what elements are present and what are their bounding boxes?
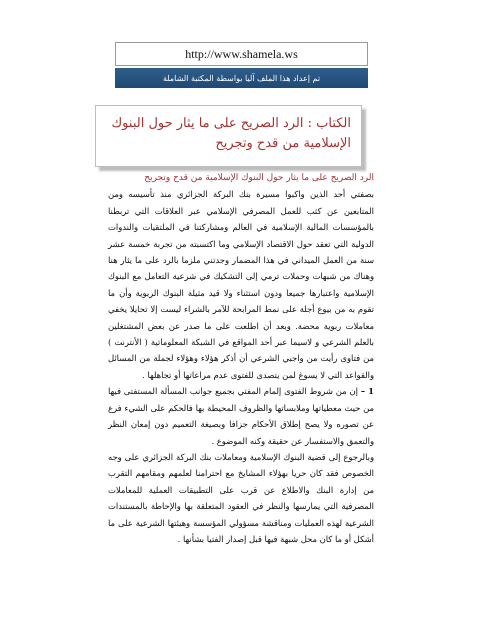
- paragraph-2: وبالرجوع إلى قضية البنوك الإسلامية ومعاملات بنك البركة الجزائري على وجه الخصوص فقد كان حريا بهؤلاء المشايخ مع احترامنا لعلمهم ومقامهم التقرب من إدارة البنك والاطلاع عن قرب على التطبيقات العملية للمعاملات المصرفية التي يمارسها والنظر في العقود المتعلقة بها والإحاطة بالمستندات الشرعية لهذه العمليات ومناقشة مسؤولي المؤسسة وهيئتها الشرعية على ما أشكل أو ما كان محل شبهة فيها قبل إصدار الفتيا بشأنها .: [108, 451, 374, 544]
- paragraph-1: بصفتي أحد الذين واكبوا مسيرة بنك البركة الجزائري منذ تأسيسه ومن المتابعين عن كثب للعمل المصرفي الإسلامي عبر العلاقات التي تربطنا بالمؤسسات المالية الإسلامية في العالم ومشاركتنا في الملتقيات والندوات الدولية التي تعقد حول الاقتصاد الإسلامي وما اكتسبته من تجربة خمسة عشر سنة من العمل الميداني في هذا المضمار وجدتني ملزما بالرد على ما يثار هنا وهناك من شبهات وحملات ترمي إلى التشكيك في شرعية التعامل مع البنوك الإسلامية واعتبارها جميعا ودون استثناء ولا قيد مثيلة البنوك الربوية وأن ما تقوم به من بيوع أجلة على نمط المرابحة للآمر بالشراء ليست إلا تحايلا يخفي معاملات ربوية محضة. وبعد أن اطلعت على ما صدر عن بعض المشتغلين بالعلم الشرعي و لاسيما عبر أحد المواقع في الشبكة المعلوماتية ( الأنترنت ) من فتاوى رأيت من واجبي الشرعي أن أذكر هؤلاء وهؤلاء لجملة من المسائل والقواعد التي لا يسوغ لمن يتصدى للفتوى عدم مراعاتها أو تجاهلها .: [108, 189, 374, 380]
- document-body: [108, 170, 374, 547]
- generated-banner: [115, 68, 368, 88]
- item-text: إن من شروط الفتوى إلمام المفتي بجميع جوانب المسألة المستفتى فيها من حيث معطياتها وملابساتها والظروف المحيطة بها فالحكم على الشيء فرع عن تصوره ولا يصح إطلاق الأحكام جزافا وبصيغة التعميم دون إمعان النظر والتعمق والاستفسار عن حقيقة وكنه الموضوع .: [108, 386, 374, 446]
- book-title-box: [95, 105, 362, 167]
- site-url[interactable]: http://www.shamela.ws: [185, 46, 298, 61]
- banner-text: تم إعداد هذا الملف آليا بواسطة المكتبة الشاملة: [162, 73, 321, 83]
- item-number: 1 –: [360, 386, 374, 397]
- site-url-box[interactable]: [115, 42, 368, 66]
- book-title: الكتاب : الرد الصريح على ما يثار حول البنوك الإسلامية من قدح وتجريح: [111, 116, 351, 151]
- page-header: [115, 42, 368, 88]
- numbered-item-1: [108, 383, 374, 449]
- section-subtitle: الرد الصريح على ما يثار حول البنوك الإسلامية من قدح وتجريح: [144, 173, 374, 183]
